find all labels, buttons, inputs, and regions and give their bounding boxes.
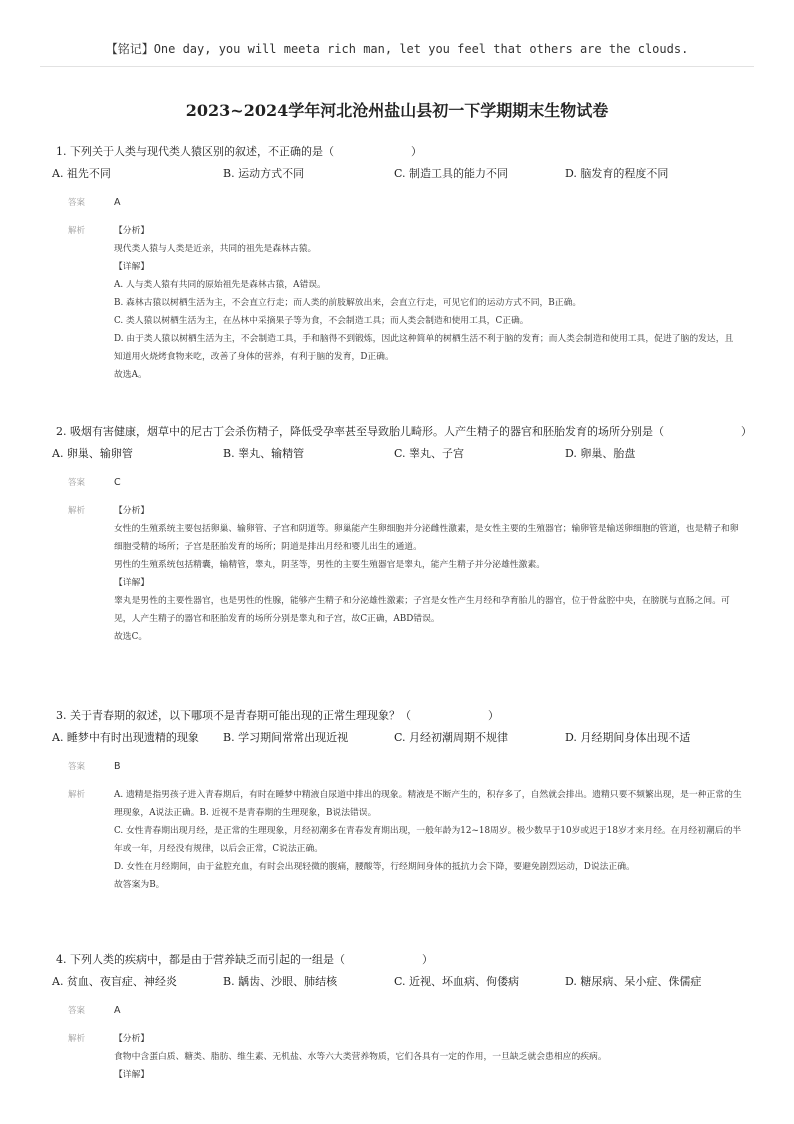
explanation-line: 【详解】 bbox=[114, 1070, 150, 1080]
page-title: 2023~2024学年河北沧州盐山县初一下学期期末生物试卷 bbox=[185, 101, 609, 120]
option-a: A. 卵巢、输卵管 bbox=[52, 447, 133, 460]
explanation-line: 【详解】 bbox=[114, 578, 150, 588]
header-motto: 【铭记】One day, you will meeta rich man, let you feel that others are the clouds. bbox=[105, 42, 689, 56]
question-stem: 1. 下列关于人类与现代类人猿区别的叙述，不正确的是（ ） bbox=[56, 145, 422, 158]
question-options bbox=[52, 444, 752, 464]
question-stem: 4. 下列人类的疾病中，都是由于营养缺乏而引起的一组是（ ） bbox=[56, 953, 433, 966]
question-stem: 2. 吸烟有害健康，烟草中的尼古丁会杀伤精子，降低受孕率甚至导致胎儿畸形。人产生精子的器官和胚胎发育的场所分别是（ ） bbox=[56, 425, 752, 438]
option-c: C. 月经初潮周期不规律 bbox=[394, 731, 509, 744]
option-d: D. 月经期间身体出现不适 bbox=[565, 731, 691, 744]
explanation-row bbox=[52, 222, 752, 384]
explanation-line: 【分析】 bbox=[114, 1034, 150, 1044]
option-a: A. 祖先不同 bbox=[52, 167, 111, 180]
explanation-line: D. 女性在月经期间，由于盆腔充血，有时会出现轻微的腹痛，腰酸等，行经期间身体的抵抗力会下降，要避免剧烈运动，D说法正确。 bbox=[114, 862, 635, 872]
explanation-body bbox=[114, 1030, 752, 1084]
option-b: B. 学习期间常常出现近视 bbox=[223, 731, 349, 744]
explanation-label: 解析 bbox=[68, 506, 86, 516]
answer-value: C bbox=[114, 477, 121, 488]
option-a: A. 睡梦中有时出现遗精的现象 bbox=[52, 731, 199, 744]
answer-row bbox=[52, 1002, 752, 1020]
question-stem: 3. 关于青春期的叙述，以下哪项不是青春期可能出现的正常生理现象？（ ） bbox=[56, 709, 499, 722]
option-a: A. 贫血、夜盲症、神经炎 bbox=[52, 975, 177, 988]
explanation-line: C. 类人猿以树栖生活为主，在丛林中采摘果子等为食，不会制造工具；而人类会制造和使用工具，C正确。 bbox=[114, 316, 529, 326]
explanation-body bbox=[114, 222, 752, 384]
explanation-label: 解析 bbox=[68, 226, 86, 236]
explanation-line: C. 女性青春期出现月经，是正常的生理现象，月经初潮多在青春发育期出现，一般年龄为12~18周岁。极少数早于10岁或迟于18岁才来月经。在月经初潮后的半年或一年，月经没有规律，以后会正常，C说法正确。 bbox=[114, 826, 742, 854]
answer-label: 答案 bbox=[68, 198, 86, 208]
question-2 bbox=[52, 422, 752, 646]
answer-row bbox=[52, 474, 752, 492]
answer-label: 答案 bbox=[68, 1006, 86, 1016]
option-d: D. 脑发育的程度不同 bbox=[565, 167, 669, 180]
answer-value: A bbox=[114, 1005, 121, 1016]
explanation-line: 【详解】 bbox=[114, 262, 150, 272]
answer-row bbox=[52, 194, 752, 212]
answer-label: 答案 bbox=[68, 478, 86, 488]
option-b: B. 睾丸、输精管 bbox=[223, 447, 305, 460]
explanation-line: 故选A。 bbox=[114, 370, 147, 380]
question-3 bbox=[52, 706, 752, 894]
explanation-row bbox=[52, 502, 752, 646]
explanation-line: 男性的生殖系统包括精囊，输精管，睾丸，阴茎等，男性的主要生殖器官是睾丸，能产生精子并分泌雄性激素。 bbox=[114, 560, 546, 570]
explanation-row bbox=[52, 1030, 752, 1084]
explanation-line: 食物中含蛋白质、糖类、脂肪、维生素、无机盐、水等六大类营养物质，它们各具有一定的作用，一旦缺乏就会患相应的疾病。 bbox=[114, 1052, 607, 1062]
explanation-line: A. 人与类人猿有共同的原始祖先是森林古猿，A错误。 bbox=[114, 280, 326, 290]
explanation-row bbox=[52, 786, 752, 894]
option-d: D. 糖尿病、呆小症、侏儒症 bbox=[565, 975, 702, 988]
answer-row bbox=[52, 758, 752, 776]
option-b: B. 龋齿、沙眼、肺结核 bbox=[223, 975, 338, 988]
explanation-line: D. 由于类人猿以树栖生活为主，不会制造工具，手和脑得不到锻炼，因此这种简单的树栖生活不利于脑的发育；而人类会制造和使用工具，促进了脑的发达，且知道用火烧烤食物来吃，改善了身体的营养，有利于脑的发育，D正确。 bbox=[114, 334, 734, 362]
option-d: D. 卵巢、胎盘 bbox=[565, 447, 636, 460]
option-c: C. 制造工具的能力不同 bbox=[394, 167, 509, 180]
explanation-line: 现代类人猿与人类是近亲，共同的祖先是森林古猿。 bbox=[114, 244, 317, 254]
explanation-line: 故选C。 bbox=[114, 632, 148, 642]
question-options bbox=[52, 972, 752, 992]
explanation-line: 睾丸是男性的主要性器官，也是男性的性腺，能够产生精子和分泌雄性激素；子宫是女性产生月经和孕育胎儿的器官，位于骨盆腔中央，在膀胱与直肠之间。可见，人产生精子的器官和胚胎发育的场所分别是睾丸和子宫，故C正确，ABD错误。 bbox=[114, 596, 730, 624]
question-4 bbox=[52, 950, 752, 1084]
explanation-line: 【分析】 bbox=[114, 506, 150, 516]
explanation-line: 女性的生殖系统主要包括卵巢、输卵管、子宫和阴道等。卵巢能产生卵细胞并分泌雌性激素，是女性主要的生殖器官；输卵管是输送卵细胞的管道，也是精子和卵细胞受精的场所；子宫是胚胎发育的场所；阴道是排出月经和婴儿出生的通道。 bbox=[114, 524, 739, 552]
answer-value: A bbox=[114, 197, 121, 208]
explanation-line: 【分析】 bbox=[114, 226, 150, 236]
header-divider bbox=[40, 66, 754, 67]
question-1 bbox=[52, 142, 752, 384]
explanation-label: 解析 bbox=[68, 790, 86, 800]
explanation-body bbox=[114, 502, 752, 646]
answer-value: B bbox=[114, 761, 121, 772]
question-options bbox=[52, 164, 752, 184]
explanation-line: B. 森林古猿以树栖生活为主，不会直立行走；而人类的前肢解放出来，会直立行走，可见它们的运动方式不同，B正确。 bbox=[114, 298, 582, 308]
explanation-label: 解析 bbox=[68, 1034, 86, 1044]
explanation-line: 故答案为B。 bbox=[114, 880, 165, 890]
option-c: C. 近视、坏血病、佝偻病 bbox=[394, 975, 520, 988]
answer-label: 答案 bbox=[68, 762, 86, 772]
explanation-body bbox=[114, 786, 752, 894]
option-b: B. 运动方式不同 bbox=[223, 167, 305, 180]
explanation-line: A. 遗精是指男孩子进入青春期后，有时在睡梦中精液自尿道中排出的现象。精液是不断产生的，积存多了，自然就会排出。遗精只要不频繁出现，是一种正常的生理现象，A说法正确。B. 近视不是青春期的生理现象，B说法错误。 bbox=[114, 790, 742, 818]
option-c: C. 睾丸、子宫 bbox=[394, 447, 465, 460]
question-options bbox=[52, 728, 752, 748]
